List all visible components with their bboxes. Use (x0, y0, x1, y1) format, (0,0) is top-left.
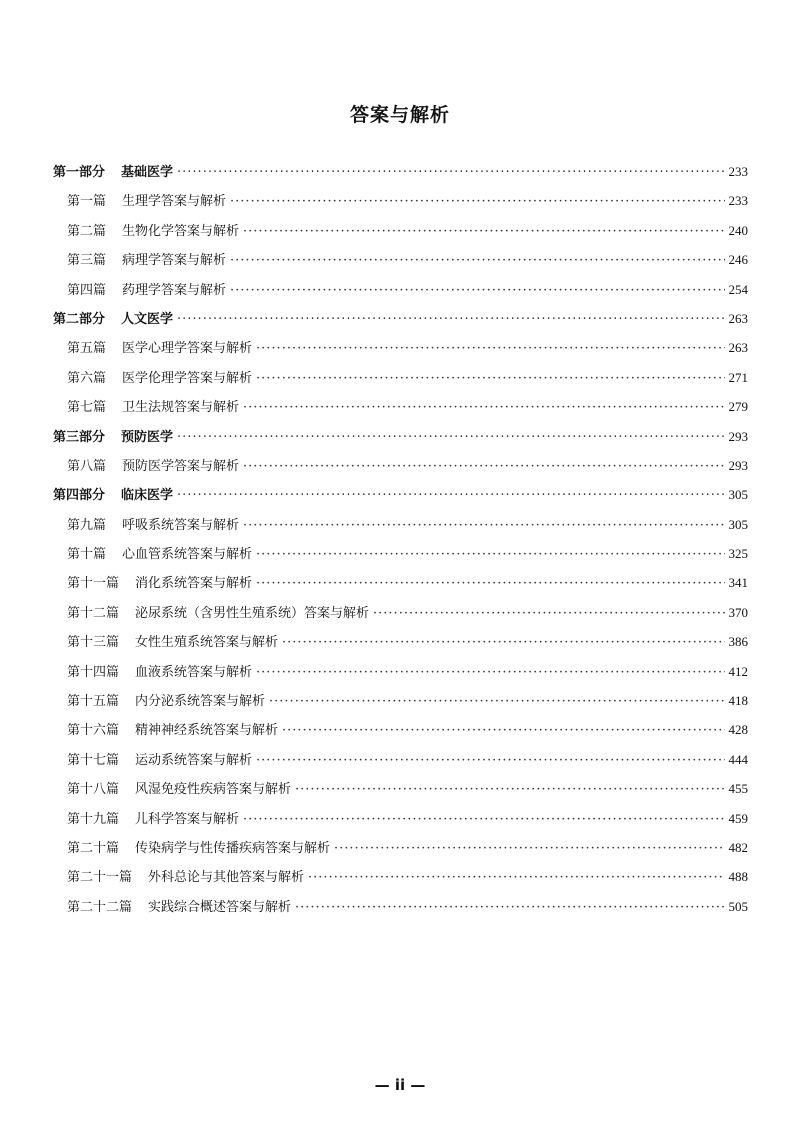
toc-entry-title: 传染病学与性传播疾病答案与解析 (135, 840, 331, 856)
page-number: — ii — (374, 1076, 426, 1094)
toc-entry-number: 第二十二篇 (67, 899, 133, 915)
toc-entry-page: 325 (728, 546, 748, 562)
toc-entry-number: 第十七篇 (67, 752, 120, 768)
toc-dot-leader (177, 423, 724, 452)
toc-dot-leader (230, 187, 724, 216)
toc-entry-page: 233 (728, 193, 748, 209)
toc-entry-page: 444 (728, 751, 748, 767)
toc-chapter-entry[interactable] (53, 598, 748, 627)
toc-entry-page: 412 (728, 663, 748, 679)
toc-entry-number: 第十四篇 (67, 664, 120, 680)
toc-dot-leader (243, 805, 724, 834)
toc-entry-title: 人文医学 (121, 311, 174, 327)
toc-entry-page: 459 (728, 810, 748, 826)
toc-entry-number: 第十六篇 (67, 723, 120, 739)
toc-dot-leader (256, 334, 724, 363)
toc-chapter-entry[interactable] (53, 333, 748, 362)
toc-entry-page: 271 (728, 369, 748, 385)
toc-dot-leader (373, 599, 724, 628)
toc-entry-title: 消化系统答案与解析 (135, 576, 253, 592)
toc-entry-number: 第五篇 (67, 341, 107, 357)
toc-entry-page: 263 (728, 310, 748, 326)
toc-entry-page: 263 (728, 340, 748, 356)
toc-entry-page: 370 (728, 604, 748, 620)
toc-entry-number: 第九篇 (67, 517, 107, 533)
toc-dot-leader (295, 775, 724, 804)
toc-entry-page: 279 (728, 399, 748, 415)
toc-entry-page: 305 (728, 487, 748, 503)
toc-entry-page: 293 (728, 428, 748, 444)
toc-entry-title: 医学心理学答案与解析 (122, 341, 253, 357)
toc-entry-title: 呼吸系统答案与解析 (122, 517, 240, 533)
toc-dot-leader (308, 863, 724, 892)
toc-entry-title: 基础医学 (121, 165, 174, 180)
toc-part-entry[interactable] (53, 304, 748, 333)
toc-entry-title: 生物化学答案与解析 (122, 223, 240, 239)
toc-entry-page: 240 (728, 222, 748, 238)
toc-dot-leader (177, 305, 724, 334)
toc-entry-title: 血液系统答案与解析 (135, 664, 253, 680)
toc-part-entry[interactable] (53, 480, 748, 509)
toc-dot-leader (230, 276, 724, 305)
toc-entry-number: 第四篇 (67, 282, 107, 298)
toc-entry-number: 第七篇 (67, 400, 107, 416)
toc-entry-number: 第一部分 (53, 165, 106, 180)
toc-entry-number: 第三篇 (67, 253, 107, 269)
toc-part-entry[interactable] (53, 157, 748, 186)
toc-entry-number: 第三部分 (53, 429, 106, 445)
toc-entry-title: 精神神经系统答案与解析 (135, 723, 279, 739)
toc-entry-number: 第二十一篇 (67, 870, 133, 886)
page-title: 答案与解析 (349, 104, 450, 126)
toc-entry-title: 生理学答案与解析 (122, 194, 227, 210)
toc-entry-title: 儿科学答案与解析 (135, 811, 240, 827)
toc-dot-leader (282, 628, 724, 657)
toc-entry-page: 254 (728, 281, 748, 297)
toc-entry-title: 外科总论与其他答案与解析 (148, 870, 305, 886)
toc-entry-page: 505 (728, 898, 748, 914)
toc-entry-number: 第十三篇 (67, 635, 120, 651)
toc-entry-title: 临床医学 (121, 488, 174, 504)
toc-entry-page: 418 (728, 693, 748, 709)
toc-entry-number: 第一篇 (67, 194, 107, 210)
toc-chapter-entry[interactable] (53, 539, 748, 568)
toc-dot-leader (256, 658, 724, 687)
toc-entry-title: 内分泌系统答案与解析 (135, 694, 266, 710)
toc-chapter-entry[interactable] (53, 657, 748, 686)
toc-entry-title: 风湿免疫性疾病答案与解析 (135, 782, 292, 798)
toc-dot-leader (256, 364, 724, 393)
toc-dot-leader (243, 511, 724, 540)
toc-chapter-entry[interactable] (53, 804, 748, 833)
toc-entry-number: 第十五篇 (67, 694, 120, 710)
toc-entry-number: 第二部分 (53, 311, 106, 327)
toc-chapter-entry[interactable] (53, 715, 748, 744)
toc-entry-page: 246 (728, 252, 748, 268)
toc-dot-leader (256, 540, 724, 569)
toc-entry-number: 第二篇 (67, 223, 107, 239)
toc-dot-leader (243, 393, 724, 422)
toc-dot-leader (334, 834, 724, 863)
toc-entry-page: 455 (728, 781, 748, 797)
toc-entry-number: 第十九篇 (67, 811, 120, 827)
toc-entry-number: 第十二篇 (67, 605, 120, 621)
toc-dot-leader (177, 481, 724, 510)
toc-entry-title: 病理学答案与解析 (122, 253, 227, 269)
toc-entry-number: 第十篇 (67, 547, 107, 563)
toc-dot-leader (243, 452, 724, 481)
toc-entry-page: 488 (728, 869, 748, 885)
toc-part-entry[interactable] (53, 422, 748, 451)
toc-entry-title: 运动系统答案与解析 (135, 752, 253, 768)
table-of-contents (53, 157, 748, 921)
toc-chapter-entry[interactable] (53, 245, 748, 274)
toc-entry-title: 泌尿系统（含男性生殖系统）答案与解析 (135, 605, 370, 621)
toc-entry-title: 女性生殖系统答案与解析 (135, 635, 279, 651)
toc-entry-title: 医学伦理学答案与解析 (122, 370, 253, 386)
toc-dot-leader (230, 246, 724, 275)
toc-entry-number: 第八篇 (67, 458, 107, 474)
toc-dot-leader (243, 217, 724, 246)
toc-chapter-entry[interactable] (53, 833, 748, 862)
toc-entry-page: 305 (728, 516, 748, 532)
toc-dot-leader (256, 746, 724, 775)
toc-entry-number: 第四部分 (53, 488, 106, 504)
toc-entry-page: 428 (728, 722, 748, 738)
toc-dot-leader (282, 716, 724, 745)
toc-chapter-entry[interactable] (53, 568, 748, 597)
toc-entry-number: 第六篇 (67, 370, 107, 386)
toc-chapter-entry[interactable] (53, 686, 748, 715)
toc-entry-title: 卫生法规答案与解析 (122, 400, 240, 416)
toc-entry-page: 482 (728, 839, 748, 855)
toc-entry-number: 第十八篇 (67, 782, 120, 798)
toc-dot-leader (269, 687, 724, 716)
toc-chapter-entry[interactable] (53, 186, 748, 215)
toc-entry-title: 预防医学答案与解析 (122, 458, 240, 474)
toc-chapter-entry[interactable] (53, 451, 748, 480)
toc-entry-page: 386 (728, 634, 748, 650)
toc-chapter-entry[interactable] (53, 392, 748, 421)
toc-dot-leader (295, 893, 724, 922)
toc-entry-page: 233 (728, 164, 748, 179)
toc-chapter-entry[interactable] (53, 745, 748, 774)
toc-entry-number: 第十一篇 (67, 576, 120, 592)
toc-dot-leader (256, 569, 724, 598)
toc-entry-title: 药理学答案与解析 (122, 282, 227, 298)
toc-entry-page: 293 (728, 457, 748, 473)
toc-entry-title: 预防医学 (121, 429, 174, 445)
toc-entry-title: 心血管系统答案与解析 (122, 547, 253, 563)
toc-entry-number: 第二十篇 (67, 840, 120, 856)
toc-chapter-entry[interactable] (53, 862, 748, 891)
toc-dot-leader (177, 158, 724, 187)
toc-entry-page: 341 (728, 575, 748, 591)
toc-chapter-entry[interactable] (53, 275, 748, 304)
toc-chapter-entry[interactable] (53, 216, 748, 245)
toc-chapter-entry[interactable] (53, 363, 748, 392)
toc-chapter-entry[interactable] (53, 627, 748, 656)
toc-chapter-entry[interactable] (53, 510, 748, 539)
toc-chapter-entry[interactable] (53, 892, 748, 921)
toc-entry-title: 实践综合概述答案与解析 (148, 899, 292, 915)
toc-chapter-entry[interactable] (53, 774, 748, 803)
